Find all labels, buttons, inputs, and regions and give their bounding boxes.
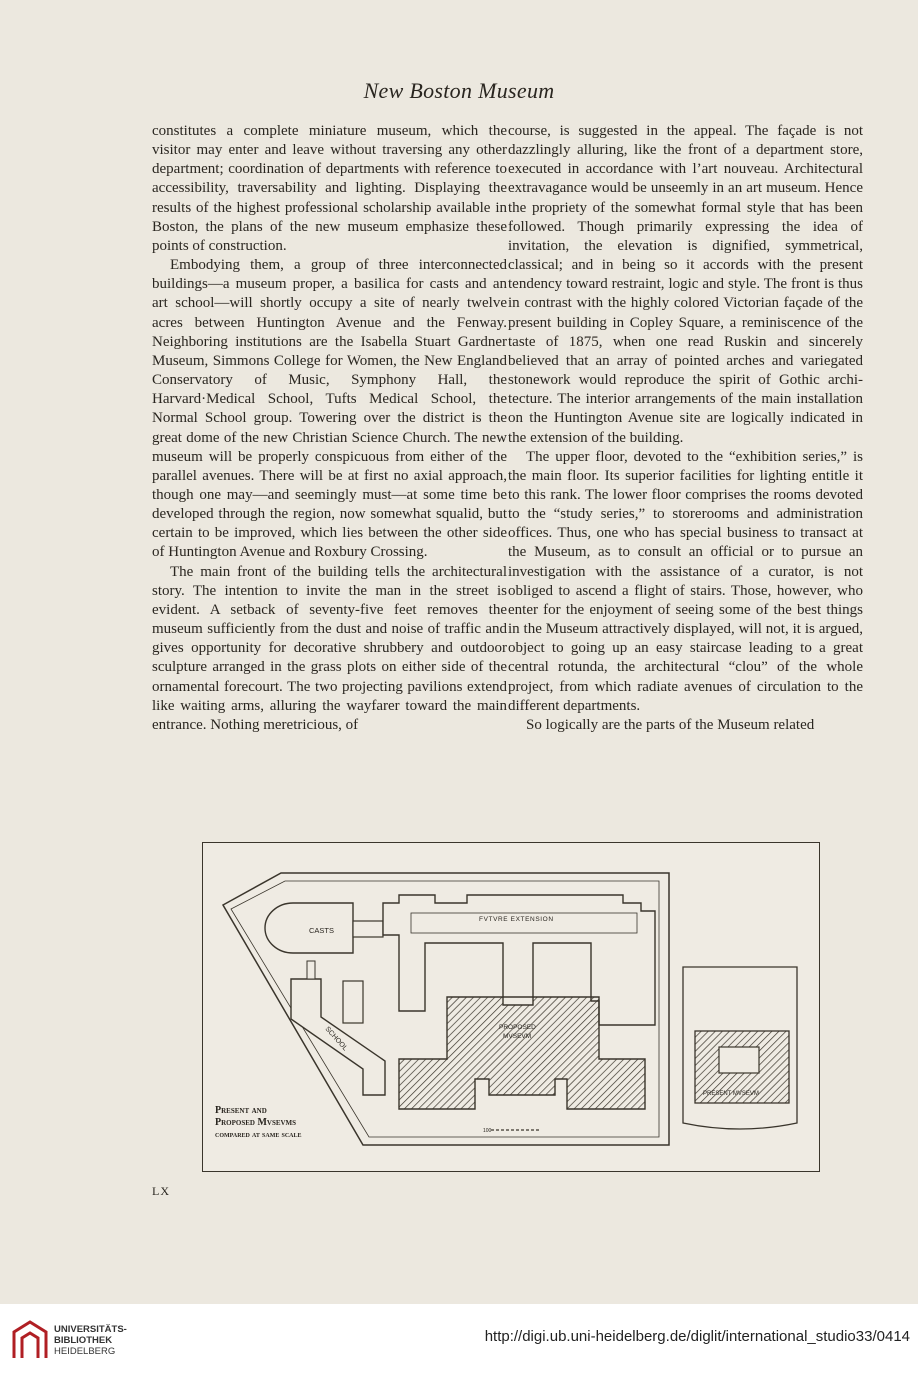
site-plan-figure xyxy=(202,842,820,1172)
caption-line-3: compared at same scale xyxy=(215,1129,302,1139)
school-label: SCHOOL xyxy=(323,1025,349,1053)
paragraph: So logically are the parts of the Museum related xyxy=(526,716,815,733)
page-folio: LX xyxy=(152,1184,170,1198)
paragraph: The upper floor, devoted to the “exhibition series,” is the main floor. Its superior facilities for lighting entitle it to this rank. The lower floor comprises the rooms devoted to the “study series,” to storerooms and administration offices. Thus, one who has special business to transact at the Museum, as to consult an official or to pursue an investigation with the assistance of a curator, is not obliged to ascend a flight of stairs. Those, however, who enter for the enjoyment of seeing some of the best things in the Museum attractively displayed, will not, it is argued, object to going up an easy staircase leading to a great central rotunda, the architectural “clou” of the whole project, from which radiate avenues of circulation to the different departments. xyxy=(508,448,863,714)
library-name-line-2: BIBLIOTHEK xyxy=(54,1335,113,1346)
right-text-column xyxy=(508,122,863,735)
library-name[interactable] xyxy=(54,1324,127,1357)
paragraph: The main front of the building tells the architectural story. The intention to invite the man in the street is evident. A setback of seventy-five feet removes the museum sufficiently from the dust and noise of traffic and gives opportunity for decorative shrubbery and outdoor sculpture arranged in the grass plots on either side of the ornamental forecourt. The two projecting pavilions extend like waiting arms, alluring the wayfarer toward the main entrance. Nothing meretricious, of xyxy=(152,563,507,733)
school-building xyxy=(291,961,385,1095)
library-name-line-1: UNIVERSITÄTS- xyxy=(54,1324,127,1335)
page-title: New Boston Museum xyxy=(363,78,555,103)
paragraph: constitutes a complete miniature museum, which the visitor may enter and leave without traversing any other department; coordination of departments with reference to accessibility, traversability and lighting. Displaying the results of the highest professional scholarship available in Boston, the plans of the new museum emphasize these points of construction. xyxy=(152,123,507,254)
site-plan-drawing xyxy=(203,843,821,1173)
source-url-link[interactable]: http://digi.ub.uni-heidelberg.de/diglit/international_studio33/0414 xyxy=(484,1328,910,1345)
present-museum-inset xyxy=(683,967,797,1129)
paragraph: Embodying them, a group of three interconnected buildings—a museum proper, a basilica for casts and an art school—will shortly occupy a site of nearly twelve acres between Huntington Avenue and the Fenway. Neighboring institutions are the Isabella Stuart Gardner Museum, Simmons College for Women, the New England Conservatory of Music, Symphony Hall, the Harvard·Medical School, Tufts Medical School, the Normal School group. Towering over the district is the great dome of the new Christian Science Church. The new museum will be properly conspicuous from either of the parallel avenues. There will be at first no axial approach, though one may—and seemingly must—at some time be developed through the region, now somewhat squalid, but certain to be improved, which lies between the other side of Huntington Avenue and Roxbury Crossing. xyxy=(152,257,507,561)
scale-label: 100 xyxy=(483,1128,492,1134)
casts-label: CASTS xyxy=(309,926,335,935)
present-museum-label: PRESENT MVSEVM xyxy=(703,1091,759,1097)
future-extension-label: FVTVRE EXTENSION xyxy=(479,916,554,923)
left-text-column xyxy=(152,122,507,735)
library-name-line-3: HEIDELBERG xyxy=(54,1346,116,1357)
caption-line-2: Proposed Mvsevms xyxy=(215,1117,297,1128)
proposed-museum-label-2: MVSEVM xyxy=(503,1033,532,1040)
caption-line-1: Present and xyxy=(215,1105,267,1116)
digitization-footer xyxy=(0,1304,918,1374)
paragraph: course, is suggested in the appeal. The façade is not dazzlingly alluring, like the front of a department store, executed in accordance with l’art nouveau. Architectural extravagance would be unseemly in an art museum. Hence the propriety of the somewhat formal style that has been followed. Though primarily expressing the idea of invitation, the elevation is dignified, symmetrical, classical; and in being so it accords with the present tendency toward restraint, logic and style. The front is thus in contrast with the highly colored Victorian façade of the present building in Copley Square, a reminiscence of the taste of 1875, when one read Ruskin and sincerely believed that an array of pointed arches and variegated stonework would reproduce the spirit of Gothic architecture. The interior arrangements of the main installation on the Huntington Avenue site are logically indicated in the extension of the building. xyxy=(508,123,863,446)
proposed-museum-label-1: PROPOSED xyxy=(499,1024,536,1031)
library-logo-icon[interactable] xyxy=(10,1318,50,1362)
